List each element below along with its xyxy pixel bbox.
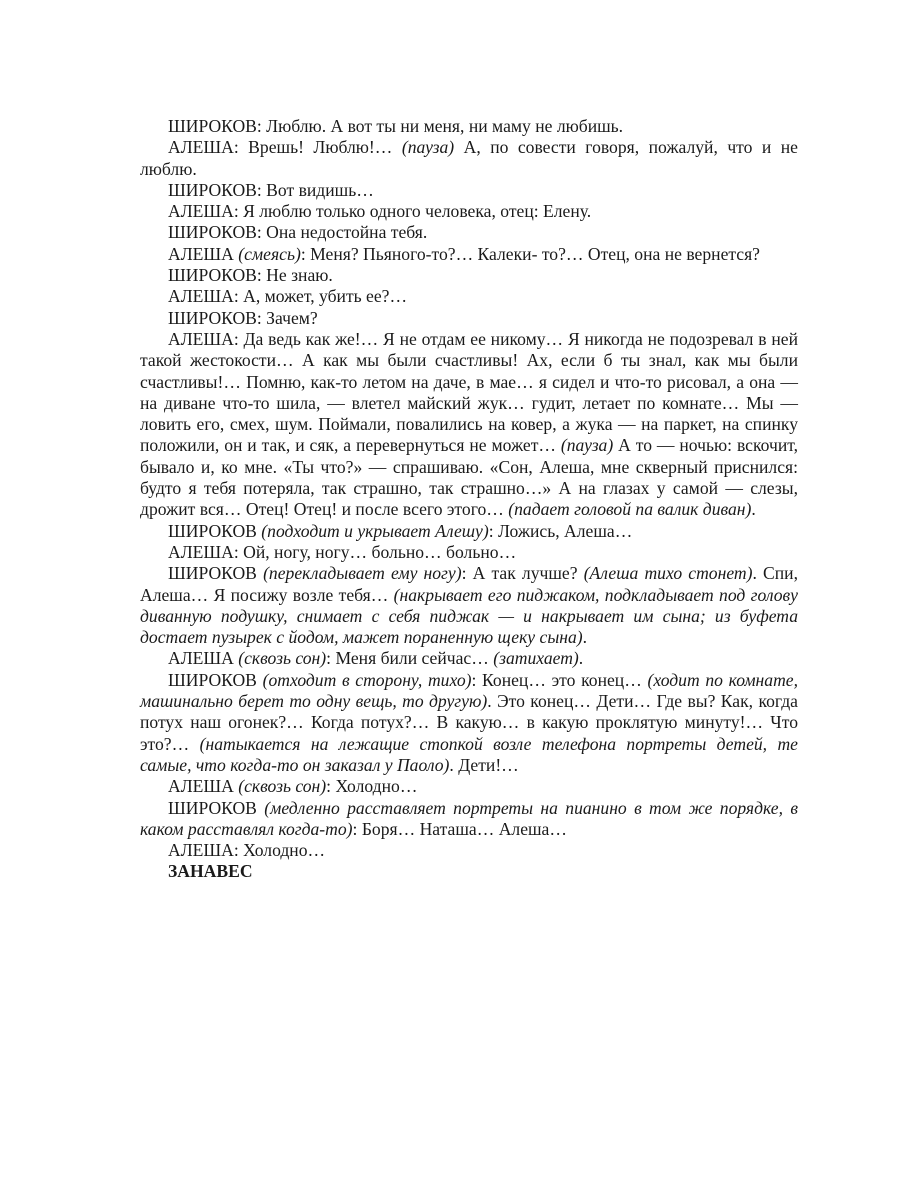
stage-direction: (пауза) [401, 137, 455, 158]
stage-direction: (перекладывает ему ногу) [263, 563, 462, 584]
dialogue-text: . Дети!… [449, 754, 519, 775]
dialogue-text: : Боря… Наташа… Алеша… [352, 818, 567, 839]
stage-direction: (медленно расставляет портреты на пианино в том же порядке, в каком расставлял когда-то) [140, 797, 798, 839]
stage-direction: (ходит по комнате, машинально берет то одну вещь, то другую) [140, 669, 798, 712]
paragraph [140, 222, 798, 243]
dialogue-text: : Ложись, Алеша… [488, 520, 633, 541]
dialogue-text: ШИРОКОВ [168, 563, 264, 584]
paragraph [140, 861, 798, 882]
stage-direction: (смеясь) [238, 243, 301, 264]
dialogue-text: А то — ночью: вскочит, бывало и, ко мне. «Ты что?» — спрашиваю. «Сон, Алеша, мне скверный приснился: будто я тебя потеряла, так страшно, так страшно…» А на глазах у самой — слезы, дрожит вся… Отец! Отец! и после всего этого… [140, 435, 798, 520]
dialogue-text: . [582, 627, 588, 648]
paragraph [140, 329, 798, 521]
paragraph [140, 116, 798, 137]
dialogue-text: : Меня били сейчас… [326, 648, 494, 669]
dialogue-text: ШИРОКОВ: Люблю. А вот ты ни меня, ни маму не любишь. [168, 116, 624, 136]
paragraph [140, 563, 798, 648]
paragraph [140, 180, 798, 201]
dialogue-text: АЛЕША [168, 243, 239, 264]
dialogue-text: : Конец… это конец… [471, 669, 648, 690]
dialogue-text: ШИРОКОВ: Она недостойна тебя. [168, 222, 428, 243]
stage-direction: (накрывает его пиджаком, подкладывает под голову диванную подушку, снимает с себя пиджак — и накрывает им сына; из буфета достает пузырек с йодом, мажет пораненную щеку сына) [140, 584, 798, 648]
dialogue-text: . Спи, Алеша… Я посижу возле тебя… [140, 563, 798, 605]
paragraph [140, 798, 798, 841]
dialogue-text: АЛЕША: Я люблю только одного человека, отец: Елену. [168, 201, 592, 222]
stage-direction: (сквозь сон) [238, 648, 327, 669]
stage-direction: (падает головой па валик диван) [508, 499, 752, 520]
paragraph [140, 776, 798, 797]
dialogue-text: . [751, 499, 756, 520]
paragraph [140, 308, 798, 329]
dialogue-text: ШИРОКОВ [168, 520, 262, 541]
dialogue-text: : А так лучше? [461, 563, 584, 584]
dialogue-text: АЛЕША: Да ведь как же!… Я не отдам ее никому… Я никогда не подозревал в ней такой жестокости… А как мы были счастливы! Ах, если б ты знал, как мы были счастливы!… Помню, как-то летом на даче, в мае… я сидел и что-то рисовал, а она — на диване что-то шила, — влетел майский жук… гудит, летает по комнате… Мы — ловить его, смех, шум. Поймали, повалились на ковер, а жука — на паркет, на спинку положили, он и так, и сяк, а перевернуться не может… [140, 328, 798, 456]
document-page [140, 116, 798, 883]
paragraph [140, 840, 798, 861]
stage-direction: (отходит в сторону, тихо) [262, 669, 472, 690]
stage-direction: (сквозь сон) [238, 776, 327, 797]
dialogue-text: . Это конец… Дети… Где вы? Как, когда потух наш огонек?… Когда потух?… В какую… в какую проклятую минуту!… Что это?… [140, 691, 798, 754]
paragraph [140, 521, 798, 542]
dialogue-text: ШИРОКОВ [168, 669, 263, 690]
stage-direction: (Алеша тихо стонет) [583, 563, 753, 584]
stage-direction: (затихает) [493, 648, 579, 669]
paragraph [140, 201, 798, 222]
curtain-heading: ЗАНАВЕС [168, 861, 253, 882]
paragraph [140, 137, 798, 180]
stage-direction: (пауза) [560, 435, 614, 456]
dialogue-text: ШИРОКОВ [168, 797, 265, 818]
paragraph [140, 244, 798, 265]
dialogue-text: АЛЕША [168, 648, 239, 669]
paragraph [140, 265, 798, 286]
paragraph [140, 286, 798, 307]
dialogue-text: А, по совести говоря, пожалуй, что и не люблю. [140, 137, 798, 179]
dialogue-text: ШИРОКОВ: Не знаю. [168, 265, 333, 286]
stage-direction: (подходит и укрывает Алешу) [261, 520, 489, 541]
paragraph [140, 648, 798, 669]
dialogue-text: ШИРОКОВ: Вот видишь… [168, 179, 374, 200]
dialogue-text: АЛЕША: А, может, убить ее?… [168, 286, 408, 307]
dialogue-text: : Холодно… [326, 776, 418, 797]
dialogue-text: ШИРОКОВ: Зачем? [168, 307, 318, 328]
dialogue-text: . [578, 648, 584, 669]
dialogue-text: : Меня? Пьяного-то?… Калеки- то?… Отец, она не вернется? [300, 243, 760, 264]
dialogue-text: АЛЕША: Врешь! Люблю!… [168, 137, 402, 158]
dialogue-text: АЛЕША [168, 776, 239, 797]
dialogue-text: АЛЕША: Холодно… [168, 840, 326, 861]
stage-direction: (натыкается на лежащие стопкой возле телефона портреты детей, те самые, что когда-то он заказал у Паоло) [140, 733, 798, 775]
paragraph [140, 542, 798, 563]
dialogue-text: АЛЕША: Ой, ногу, ногу… больно… больно… [168, 541, 517, 562]
paragraph [140, 670, 798, 776]
